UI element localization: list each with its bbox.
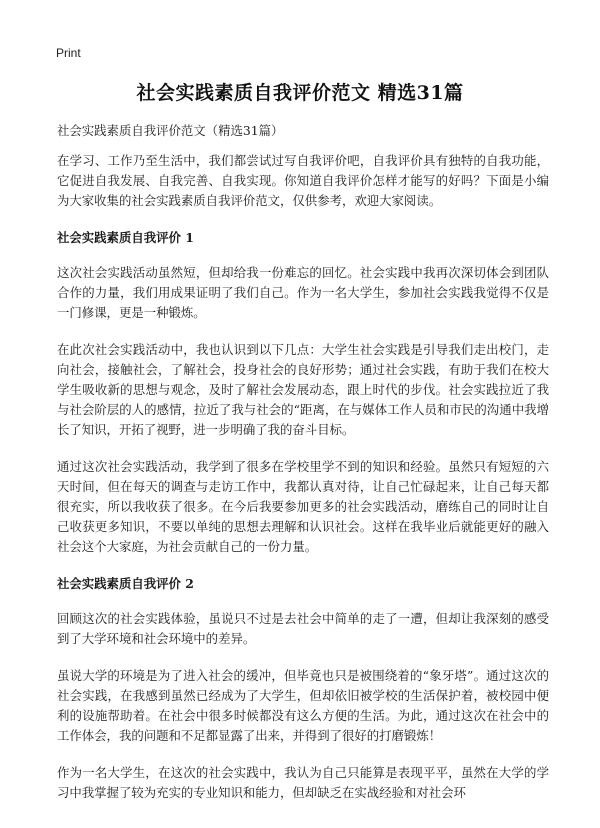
section-heading-2: 社会实践素质自我评价 2 [57,576,194,591]
section-2-paragraph-3: 作为一名大学生，在这次的社会实践中，我认为自己只能算是表现平平，虽然在大学的学习中我掌握了较为充实的专业知识和能力，但却缺乏在实战经验和对社会环 [57,765,549,800]
document-subtitle: 社会实践素质自我评价范文（精选31篇） [57,123,284,138]
intro-paragraph: 在学习、工作乃至生活中，我们都尝试过写自我评价吧，自我评价具有独特的自我功能，它促进自我发展、自我完善、自我实现。你知道自我评价怎样才能写的好吗？下面是小编为大家收集的社会实践素质自我评价范文，仅供参考，欢迎大家阅读。 [57,153,549,208]
section-1-paragraph-1: 这次社会实践活动虽然短，但却给我一份难忘的回忆。社会实践中我再次深切体会到团队合作的力量，我们用成果证明了我们自己。作为一名大学生，参加社会实践我觉得不仅是一门修课，更是一种锻炼。 [57,265,549,320]
section-1-paragraph-2: 在此次社会实践活动中，我也认识到以下几点：大学生社会实践是引导我们走出校门，走向社会，接触社会，了解社会，投身社会的良好形势；通过社会实践，有助于我们在校大学生吸收新的思想与观念，及时了解社会发展动态，跟上时代的步伐。社会实践拉近了我与社会阶层的人的感情，拉近了我与社会的“距离，在与媒体工作人员和市民的沟通中我增长了知识，开拓了视野，进一步明确了我的奋斗目标。 [57,342,549,437]
page-title: 社会实践素质自我评价范文 精选31篇 [136,82,464,104]
section-2-paragraph-2: 虽说大学的环境是为了进入社会的缓冲，但毕竟也只是被围绕着的“象牙塔”。通过这次的社会实践，在我感到虽然已经成为了大学生，但却依旧被学校的生活保护着，被校园中便利的设施帮助着。在社会中很多时候都没有这么方便的生活。为此，通过这次在社会中的工作体会，我的问题和不足都显露了出来，并得到了很好的打磨锻炼！ [57,668,549,743]
section-2-paragraph-1: 回顾这次的社会实践体验，虽说只不过是去社会中简单的走了一遭，但却让我深刻的感受到了大学环境和社会环境中的差异。 [57,611,549,646]
print-link[interactable]: Print [56,46,81,60]
section-1-paragraph-3: 通过这次社会实践活动，我学到了很多在学校里学不到的知识和经验。虽然只有短短的六天时间，但在每天的调查与走访工作中，我都认真对待，让自己忙碌起来，让自己每天都很充实，所以我收获了很多。在今后我要参加更多的社会实践活动，磨练自己的同时让自己收获更多知识，不要以单纯的思想去理解和认识社会。这样在我毕业后就能更好的融入社会这个大家庭，为社会贡献自己的一份力量。 [57,459,549,554]
document-body [57,121,549,820]
section-heading-1: 社会实践素质自我评价 1 [57,230,194,245]
